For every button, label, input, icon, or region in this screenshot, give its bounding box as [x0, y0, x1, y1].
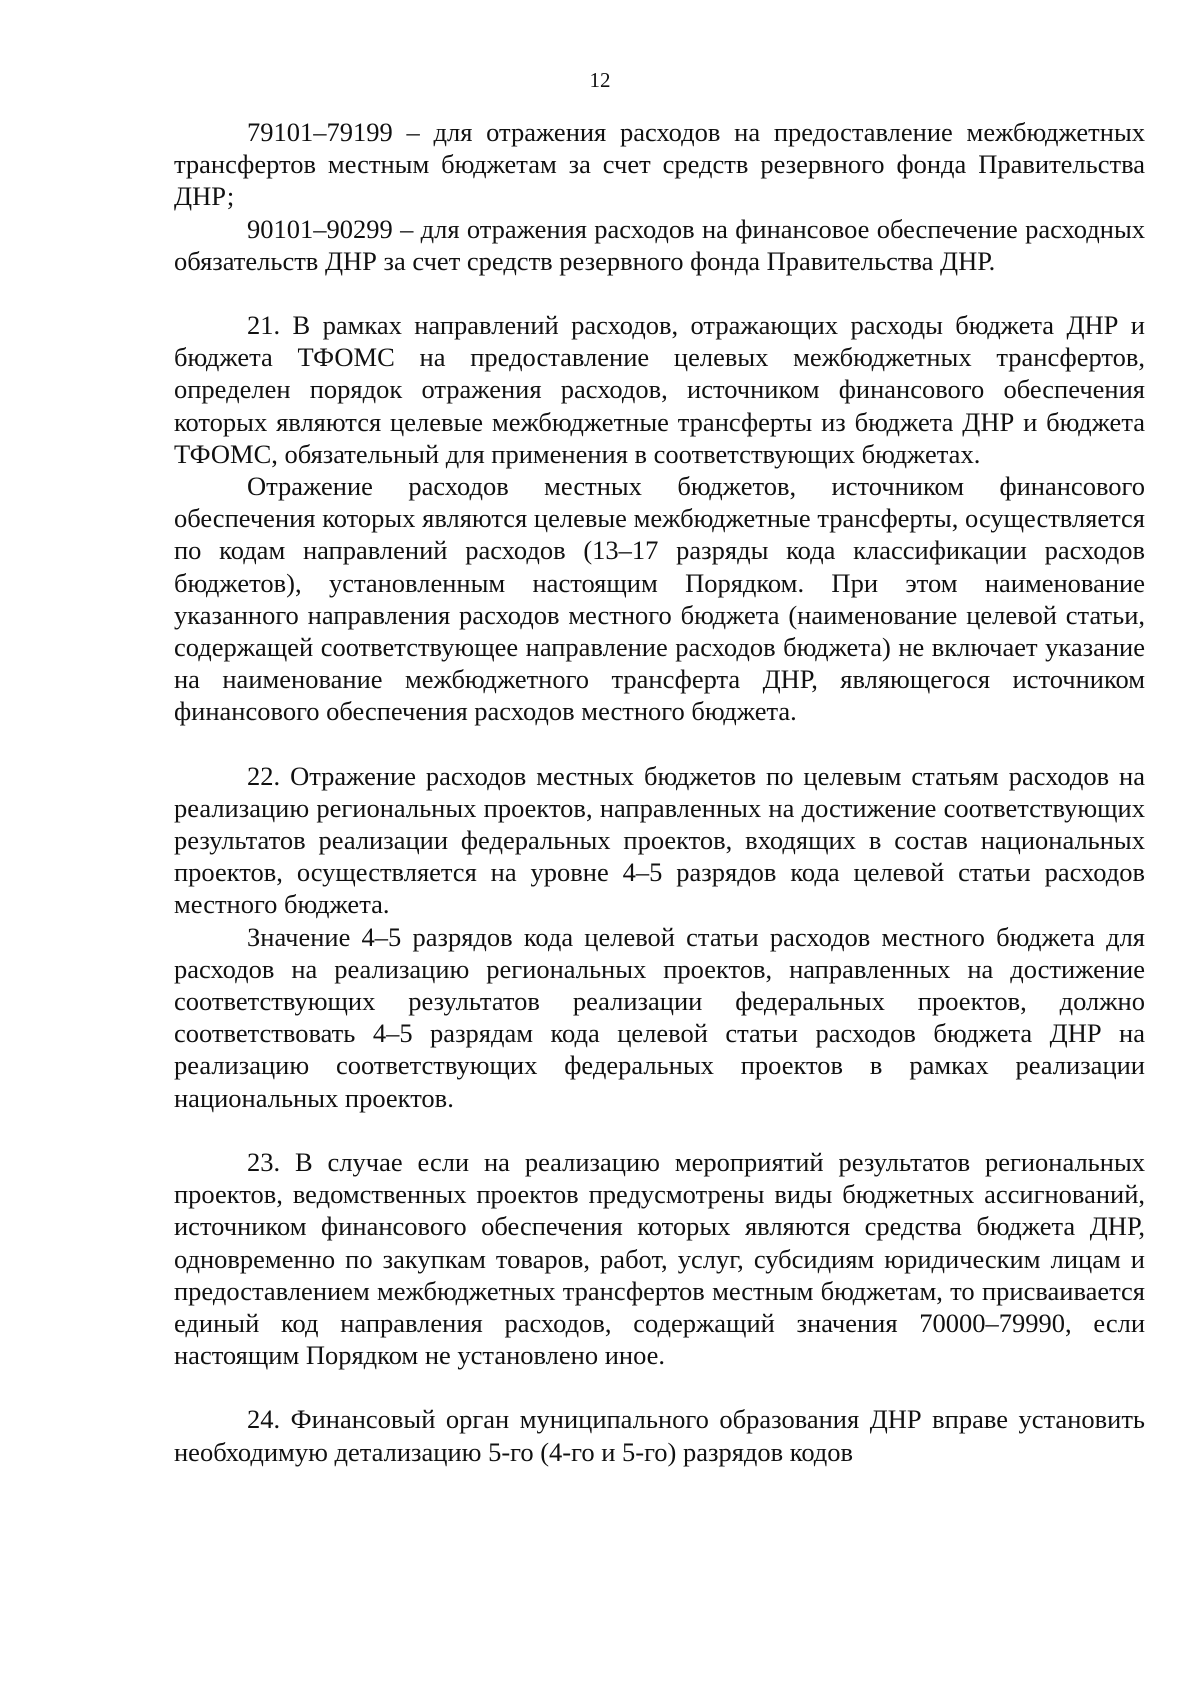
paragraph-22: 22. Отражение расходов местных бюджетов по целевым статьям расходов на реализацию региональных проектов, направленных на достижение соответствующих результатов реализации федеральных проектов, входящих в состав национальных проектов, осуществляется на уровне 4–5 разрядов кода целевой статьи расходов местного бюджета.: [174, 760, 1145, 920]
paragraph-21-continuation: Отражение расходов местных бюджетов, источником финансового обеспечения которых являются целевые межбюджетные трансферты, осуществляется по кодам направлений расходов (13–17 разряды кода классификации расходов бюджетов), установленным настоящим Порядком. При этом наименование указанного направления расходов местного бюджета (наименование целевой статьи, содержащей соответствующее направление расходов бюджета) не включает указание на наименование межбюджетного трансферта ДНР, являющегося источником финансового обеспечения расходов местного бюджета.: [174, 471, 1145, 727]
paragraph-24: 24. Финансовый орган муниципального образования ДНР вправе установить необходимую детализацию 5-го (4-го и 5-го) разрядов кодов: [174, 1404, 1145, 1467]
paragraph-code-79101: 79101–79199 – для отражения расходов на предоставление межбюджетных трансфертов местным бюджетам за счет средств резервного фонда Правительства ДНР;: [174, 117, 1145, 212]
document-body: [174, 116, 1145, 1468]
paragraph-22-continuation: Значение 4–5 разрядов кода целевой статьи расходов местного бюджета для расходов на реализацию региональных проектов, направленных на достижение соответствующих результатов реализации федеральных проектов, должно соответствовать 4–5 разрядам кода целевой статьи расходов бюджета ДНР на реализацию соответствующих федеральных проектов в рамках реализации национальных проектов.: [174, 921, 1145, 1113]
paragraph-code-90101: 90101–90299 – для отражения расходов на финансовое обеспечение расходных обязательств ДНР за счет средств резервного фонда Правительства ДНР.: [174, 213, 1145, 276]
paragraph-21: 21. В рамках направлений расходов, отражающих расходы бюджета ДНР и бюджета ТФОМС на предоставление целевых межбюджетных трансфертов, определен порядок отражения расходов, источником финансового обеспечения которых являются целевые межбюджетные трансферты из бюджета ДНР и бюджета ТФОМС, обязательный для применения в соответствующих бюджетах.: [174, 310, 1145, 469]
page-number: 12: [589, 68, 611, 92]
paragraph-23: 23. В случае если на реализацию мероприятий результатов региональных проектов, ведомственных проектов предусмотрены виды бюджетных ассигнований, источником финансового обеспечения которых являются средства бюджета ДНР, одновременно по закупкам товаров, работ, услуг, субсидиям юридическим лицам и предоставлением межбюджетных трансфертов местным бюджетам, то присваивается единый код направления расходов, содержащий значения 70000–79990, если настоящим Порядком не установлено иное.: [174, 1146, 1145, 1371]
